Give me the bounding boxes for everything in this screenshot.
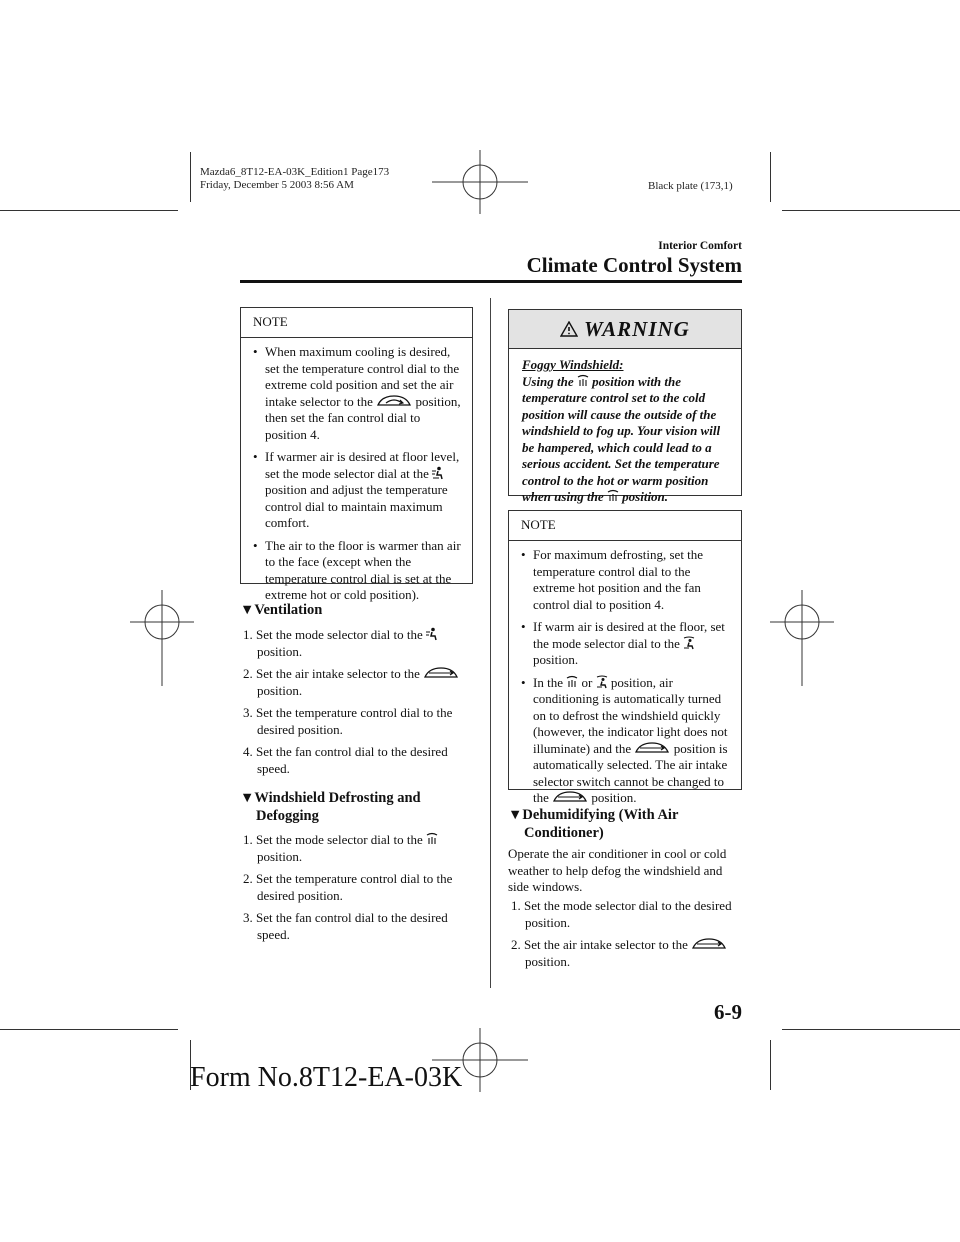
face-floor-mode-icon bbox=[432, 466, 444, 480]
fresh-air-icon bbox=[691, 937, 727, 951]
plate-label: Black plate (173,1) bbox=[648, 180, 733, 192]
defroster-icon bbox=[566, 675, 578, 689]
section-heading: ▼Dehumidifying (With Air Conditioner) bbox=[508, 807, 679, 841]
note-item: • When maximum cooling is desired, set the temperature control dial to the extreme cold position and set the air intake selector to the position, then set the fan control dial to position 4. bbox=[253, 344, 464, 443]
note-label: NOTE bbox=[241, 308, 472, 338]
warning-header bbox=[509, 310, 741, 349]
triangle-bullet-icon: ▼ bbox=[240, 602, 255, 618]
form-number: Form No.8T12-EA-03K bbox=[190, 1062, 463, 1093]
step: 1. Set the mode selector dial to the desired position. bbox=[511, 898, 732, 930]
crop-mark bbox=[782, 1029, 960, 1030]
step: 4. Set the fan control dial to the desired speed. bbox=[243, 744, 448, 776]
defrost-steps bbox=[243, 832, 471, 949]
column-divider bbox=[490, 298, 491, 988]
note-item: • If warm air is desired at the floor, set the mode selector dial to the position. bbox=[521, 619, 733, 669]
step: 2. Set the temperature control dial to the desired position. bbox=[243, 871, 453, 903]
crop-mark bbox=[770, 152, 771, 202]
section-label: Interior Comfort bbox=[658, 240, 742, 252]
step: 2. Set the air intake selector to the position. bbox=[243, 666, 471, 699]
defroster-icon bbox=[607, 489, 619, 503]
recirculation-icon bbox=[376, 394, 412, 408]
note-item: • For maximum defrosting, set the temperature control dial to the extreme hot position and the fan control dial to position 4. bbox=[521, 547, 733, 613]
fresh-air-icon bbox=[552, 790, 588, 804]
crop-mark bbox=[190, 152, 191, 202]
step: 1. Set the mode selector dial to the position. bbox=[243, 627, 471, 660]
crop-mark bbox=[782, 210, 960, 211]
crop-mark bbox=[0, 210, 178, 211]
crop-mark bbox=[0, 1029, 178, 1030]
crop-mark bbox=[770, 1040, 771, 1090]
paragraph: Operate the air conditioner in cool or cold weather to help defog the windshield and side windows. bbox=[508, 846, 727, 894]
triangle-bullet-icon: ▼ bbox=[240, 790, 255, 806]
face-mode-icon bbox=[426, 627, 438, 641]
defroster-icon bbox=[426, 832, 438, 846]
warning-body: Foggy Windshield: Using the position with the temperature control set to the cold position will cause the outside of the windshield to fog up. Your vision will be hampered, which could lead to a serious accident. Set the temperature control to the hot or warm position when using the position. bbox=[509, 349, 741, 514]
ventilation-steps bbox=[243, 627, 471, 783]
page-title: Climate Control System bbox=[526, 253, 742, 277]
file-name: Mazda6_8T12-EA-03K_Edition1 Page173 bbox=[200, 166, 390, 178]
print-metadata bbox=[200, 166, 389, 192]
warning-box bbox=[508, 309, 742, 504]
fresh-air-icon bbox=[634, 741, 670, 755]
registration-mark bbox=[130, 590, 194, 686]
warning-triangle-icon bbox=[560, 321, 578, 337]
header-rule bbox=[240, 280, 742, 283]
note-item: • In the or position, air conditioning is automatically turned on to defrost the windshield quickly (however, the indicator light does not illuminate) and the position is automatically selected. The air intake selector switch cannot be changed to the position. bbox=[521, 675, 733, 807]
warning-label: WARNING bbox=[584, 317, 690, 341]
page-number: 6-9 bbox=[714, 1000, 742, 1024]
step: 3. Set the temperature control dial to the desired position. bbox=[243, 705, 453, 737]
step: 1. Set the mode selector dial to the position. bbox=[243, 832, 471, 865]
print-date: Friday, December 5 2003 8:56 AM bbox=[200, 179, 354, 191]
note-label: NOTE bbox=[509, 511, 741, 541]
registration-mark bbox=[770, 590, 834, 686]
note-item: • The air to the floor is warmer than air to the face (except when the temperature control dial is set at the extreme hot or cold position). bbox=[253, 538, 464, 604]
warning-subhead: Foggy Windshield: bbox=[522, 357, 624, 372]
note-item: • If warmer air is desired at floor level, set the mode selector dial at the position and adjust the temperature control dial to maintain maximum comfort. bbox=[253, 449, 464, 532]
floor-defrost-mode-icon bbox=[596, 675, 608, 689]
registration-mark bbox=[432, 150, 528, 214]
floor-defrost-mode-icon bbox=[683, 636, 695, 650]
defroster-icon bbox=[577, 374, 589, 388]
section-heading: ▼Windshield Defrosting and Defogging bbox=[240, 790, 421, 824]
section-heading: ▼Ventilation bbox=[240, 602, 323, 618]
note-box bbox=[508, 510, 742, 805]
step: 2. Set the air intake selector to the position. bbox=[511, 937, 741, 970]
fresh-air-icon bbox=[423, 666, 459, 680]
triangle-bullet-icon: ▼ bbox=[508, 807, 523, 823]
dehumid-steps bbox=[511, 898, 741, 976]
step: 3. Set the fan control dial to the desired speed. bbox=[243, 910, 448, 942]
note-box bbox=[240, 307, 473, 602]
